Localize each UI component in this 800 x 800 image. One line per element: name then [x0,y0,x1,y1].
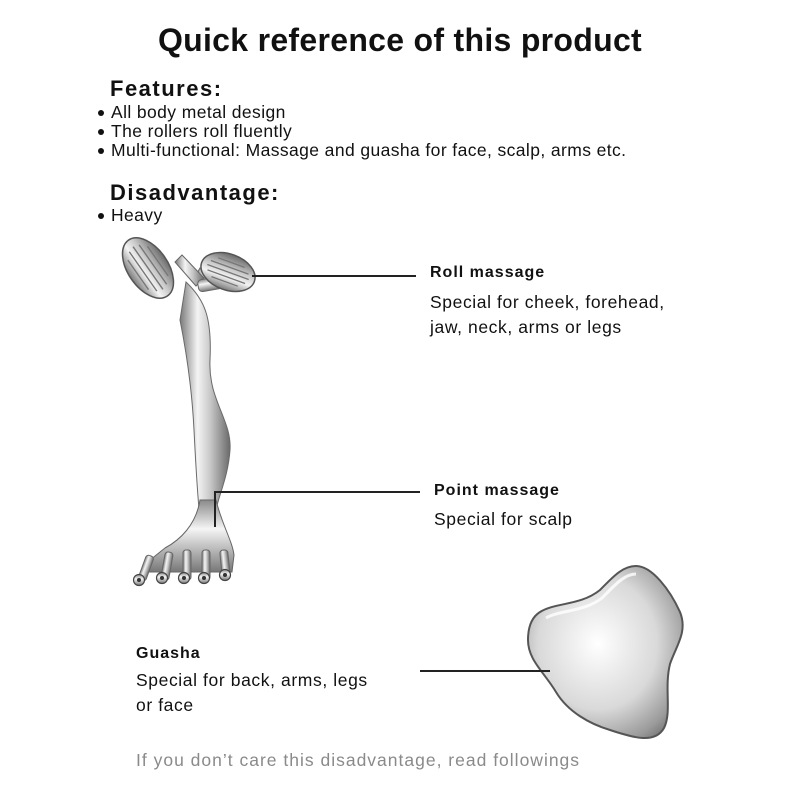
feature-item: All body metal design [96,103,626,122]
feature-item: Multi-functional: Massage and guasha for face, scalp, arms etc. [96,141,626,160]
point-callout-line [214,491,420,493]
footer-note: If you don’t care this disadvantage, read followings [136,750,581,770]
guasha-desc-2: or face [136,695,194,715]
features-heading: Features: [110,76,223,101]
point-massage-title: Point massage [434,482,560,499]
feature-item: The rollers roll fluently [96,122,626,141]
roll-callout-line [252,275,416,277]
roll-massage-desc-2: jaw, neck, arms or legs [430,317,622,337]
point-massage-desc: Special for scalp [434,509,573,529]
roll-massage-title: Roll massage [430,264,546,281]
point-callout-line-vertical [214,491,216,527]
disadvantage-heading: Disadvantage: [110,180,280,205]
guasha-title: Guasha [136,645,201,662]
guasha-desc-1: Special for back, arms, legs [136,670,368,690]
disadvantage-item: Heavy [96,206,163,225]
guasha-callout-line [420,670,550,672]
roll-massage-desc-1: Special for cheek, forehead, [430,292,665,312]
page-title: Quick reference of this product [157,22,643,58]
